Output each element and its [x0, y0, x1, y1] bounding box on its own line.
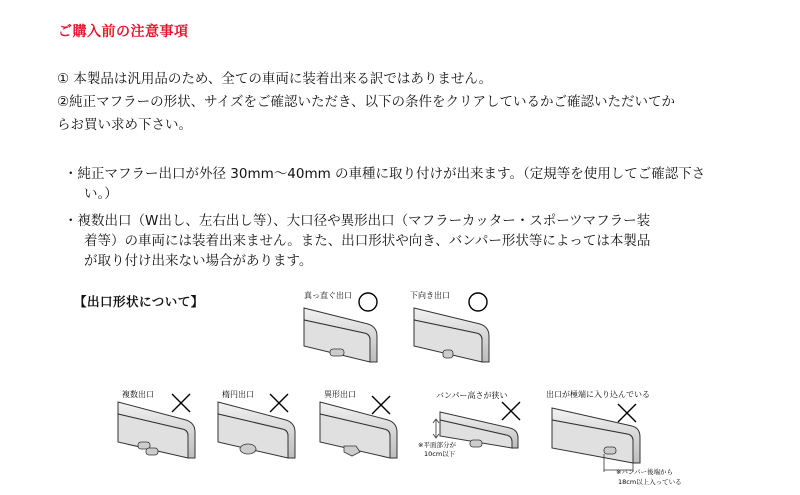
muffler-tip-icon — [330, 349, 344, 356]
figure-note-narrow-bumper-1: ※平面部分が — [418, 441, 456, 449]
figure-label-multiple-exits: 複数出口 — [122, 390, 154, 399]
figure-label-straight-exit: 真っ直ぐ出口 — [304, 291, 352, 300]
circle-mark-icon — [469, 293, 487, 311]
condition-1-line-2: い。） — [84, 186, 118, 202]
figure-recessed-exit — [546, 389, 682, 486]
figure-label-downward-exit: 下向き出口 — [410, 291, 450, 300]
figure-oval-exit — [218, 389, 295, 458]
figure-multiple-exits — [118, 389, 195, 458]
page-title: ご購入前の注意事項 — [58, 24, 189, 40]
muffler-tip-icon — [146, 448, 158, 455]
condition-2-line-1: ・複数出口（W出し、左右出し等）、大口径や異形出口（マフラーカッター・スポーツマフラー装 — [64, 213, 651, 229]
muffler-tip-icon — [470, 440, 482, 447]
cross-mark-icon — [618, 404, 636, 422]
figure-label-narrow-bumper: バンパー高さが狭い — [436, 391, 508, 400]
condition-1-line-1: ・純正マフラー出口が外径 30mm～40mm の車種に取り付けが出来ます。（定規等を使用してご確認下さ — [64, 166, 706, 182]
cross-mark-icon — [372, 396, 390, 414]
figure-straight-exit — [304, 290, 377, 362]
figure-label-oval-exit: 楕円出口 — [222, 390, 254, 399]
note-line-2: ②純正マフラーの形状、サイズをご確認いただき、以下の条件をクリアしているかご確認いただいてか — [57, 94, 675, 110]
figure-note-recessed-exit-1: ※バンパー後端から — [616, 468, 673, 476]
cross-mark-icon — [270, 394, 288, 412]
figure-downward-exit — [410, 290, 489, 362]
cross-mark-icon — [502, 402, 520, 420]
note-line-3: らお買い求め下さい。 — [57, 117, 192, 133]
figure-irregular-exit — [320, 389, 397, 458]
condition-2-line-2: 着等）の車両には装着出来ません。また、出口形状や向き、バンパー形状等によっては本製品 — [84, 233, 651, 249]
muffler-tip-icon — [443, 350, 453, 358]
muffler-tip-icon — [240, 444, 256, 454]
figure-note-narrow-bumper-2: 10cm以下 — [424, 450, 456, 458]
figure-note-recessed-exit-2: 18cm以上入っている — [618, 478, 682, 486]
figure-label-irregular-exit: 異形出口 — [324, 390, 356, 399]
note-line-1: ① 本製品は汎用品のため、全ての車両に装着出来る訳ではありません。 — [57, 71, 493, 87]
figure-narrow-bumper — [418, 390, 520, 458]
circle-mark-icon — [359, 293, 377, 311]
figure-label-recessed-exit: 出口が極端に入り込んでいる — [546, 390, 650, 399]
muffler-tip-icon — [604, 447, 616, 454]
section-label-exit-shapes: 【出口形状について】 — [74, 294, 204, 309]
condition-2-line-3: が取り付け出来ない場合があります。 — [84, 253, 313, 269]
cross-mark-icon — [172, 394, 190, 412]
